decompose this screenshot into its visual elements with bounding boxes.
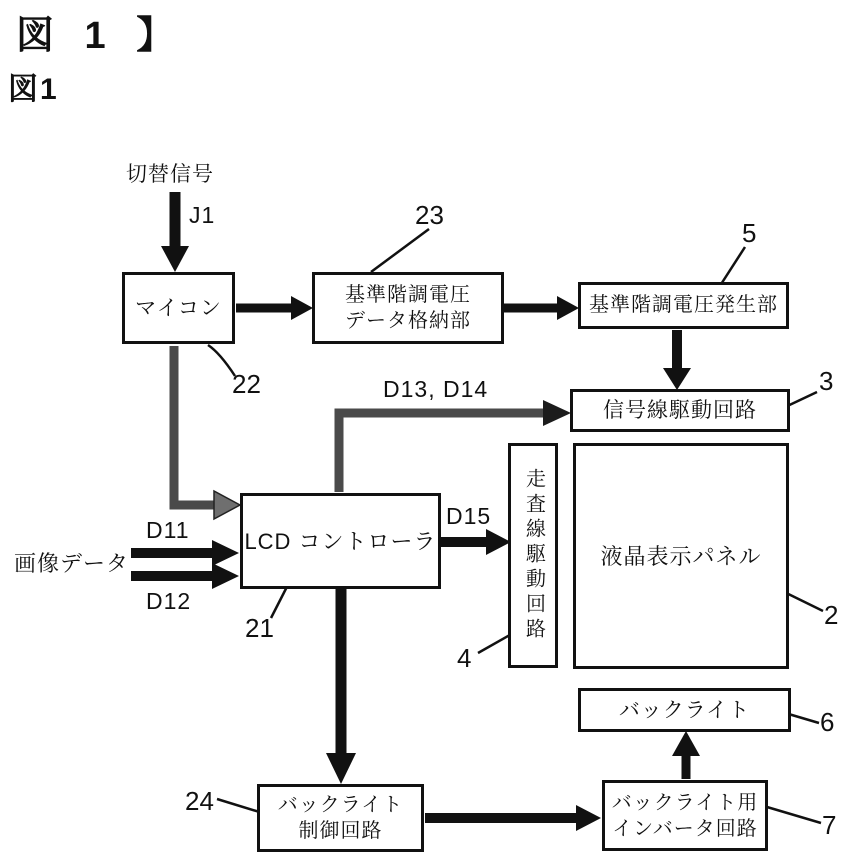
block-lcd-panel bbox=[573, 443, 789, 669]
block-signal-line-drive-circuit bbox=[570, 389, 790, 432]
arrow-j1-head bbox=[161, 246, 189, 272]
block-backlight-control-circuit-line2: 制御回路 bbox=[298, 820, 383, 842]
block-lcd-controller-label: LCD コントローラ bbox=[244, 528, 437, 554]
ref-label-7: 7 bbox=[822, 810, 837, 840]
ref-label-3: 3 bbox=[819, 366, 834, 396]
label-j1: J1 bbox=[189, 202, 216, 228]
label-d11: D11 bbox=[146, 517, 190, 543]
block-backlight bbox=[578, 688, 791, 732]
block-ref-voltage-data-store-line1: 基準階調電圧 bbox=[345, 284, 471, 306]
label-d12: D12 bbox=[146, 588, 192, 614]
block-lcd-panel-label: 液晶表示パネル bbox=[600, 543, 762, 569]
arrow-generator-to-signaldriver-head bbox=[663, 368, 691, 390]
leader-7 bbox=[767, 807, 821, 823]
block-scan-line-drive-circuit bbox=[508, 443, 558, 668]
block-microcomputer-label: マイコン bbox=[135, 296, 222, 320]
ref-label-24: 24 bbox=[185, 786, 214, 816]
ref-label-6: 6 bbox=[820, 707, 835, 737]
block-backlight-inverter-circuit-line2: インバータ回路 bbox=[612, 817, 758, 840]
label-switch-signal: 切替信号 bbox=[126, 163, 214, 186]
ref-label-23: 23 bbox=[415, 200, 444, 230]
arrow-inverter-to-backlight-head bbox=[672, 731, 700, 756]
block-backlight-inverter-circuit bbox=[602, 780, 768, 851]
arrow-d12-head bbox=[212, 563, 239, 589]
block-backlight-inverter-circuit-line1: バックライト用 bbox=[611, 791, 759, 814]
arrow-d13-d14-head bbox=[543, 400, 571, 426]
arrow-datastore-to-generator-head bbox=[557, 296, 579, 320]
block-scan-line-drive-circuit-label: 走査線駆動回路 bbox=[522, 468, 545, 643]
block-signal-line-drive-circuit-label: 信号線駆動回路 bbox=[603, 399, 757, 422]
arrow-lcdcontroller-to-backlightctrl-head bbox=[326, 753, 356, 784]
ref-label-5: 5 bbox=[742, 218, 757, 248]
arrow-d11-head bbox=[212, 540, 239, 566]
ref-label-22: 22 bbox=[232, 369, 261, 399]
arrow-backlightctrl-to-inverter-head bbox=[576, 805, 601, 831]
ref-label-21: 21 bbox=[245, 613, 274, 643]
leader-23 bbox=[371, 229, 429, 272]
block-ref-voltage-data-store-line2: データ格納部 bbox=[345, 310, 471, 332]
block-ref-voltage-data-store bbox=[312, 272, 504, 344]
block-backlight-control-circuit bbox=[257, 784, 424, 852]
figure-number: 図1 bbox=[8, 73, 59, 106]
block-ref-voltage-generator-label: 基準階調電圧発生部 bbox=[589, 294, 778, 316]
block-microcomputer bbox=[122, 272, 235, 344]
label-d15: D15 bbox=[446, 503, 492, 529]
label-d13-d14: D13, D14 bbox=[383, 376, 489, 402]
arrow-micon-to-lcdcontroller-elbow bbox=[174, 346, 215, 505]
arrow-micon-to-lcdcontroller-head bbox=[214, 491, 240, 519]
figure-header: 図 1 】 bbox=[16, 15, 185, 57]
block-backlight-label: バックライト bbox=[618, 698, 751, 722]
ref-label-2: 2 bbox=[824, 600, 839, 630]
label-image-data: 画像データ bbox=[14, 551, 130, 576]
block-lcd-controller bbox=[240, 493, 441, 589]
arrow-micon-to-datastore-head bbox=[291, 296, 313, 320]
ref-label-4: 4 bbox=[457, 643, 472, 673]
block-ref-voltage-generator bbox=[578, 282, 789, 329]
leader-22 bbox=[208, 345, 235, 376]
block-backlight-control-circuit-line1: バックライト bbox=[277, 794, 404, 816]
